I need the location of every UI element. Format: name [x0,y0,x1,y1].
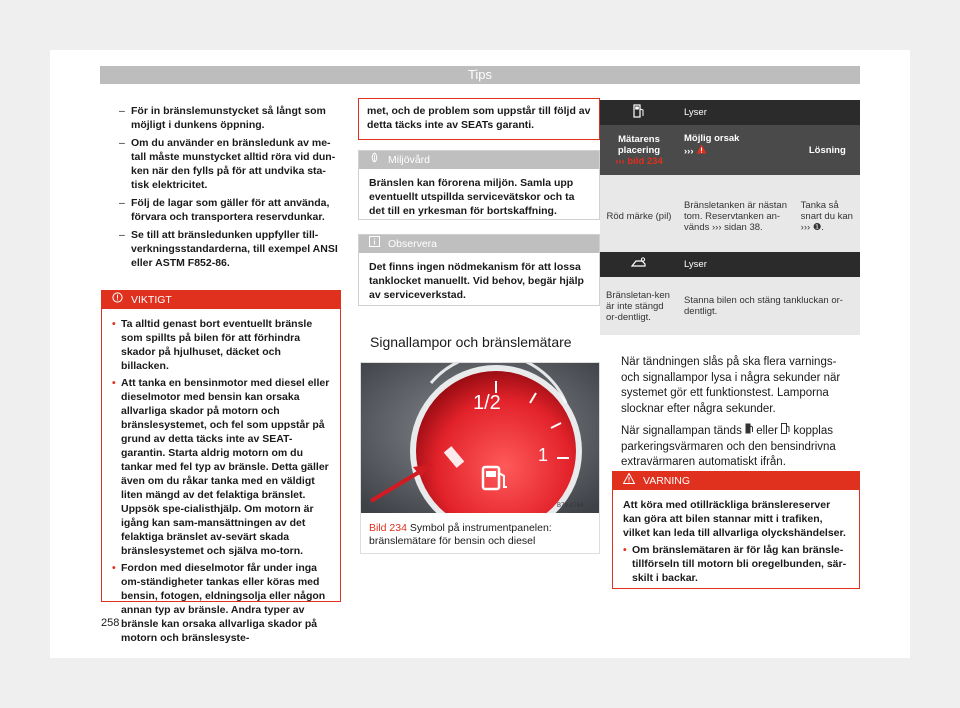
column-header: Mätarens placering ››› bild 234 [600,125,678,175]
varning-title: VARNING [643,475,691,487]
continued-text: met, och de problem som uppstår till följd av detta täcks inte av SEATs garanti. [367,105,591,131]
page-number: 258 [101,617,120,629]
list-item: • Om bränslemätaren är för låg kan bränsle-tillförseln till motorn bli oregelbunden, sär-skilt i backar. [623,544,847,584]
list-item: – Se till att bränsledunken uppfyller till-verkningsstandarderna, till exempel ANSI eller ASTM F852-86. [117,228,339,270]
dash-list [117,104,339,270]
body-text [621,355,851,471]
figure-code: B7V-0764 [557,503,584,509]
section-title: Signallampor och bränslemätare [370,334,572,350]
alert-icon [112,291,123,309]
list-item: – Följ de lagar som gäller för att använda, förvara och transportera reservdunkar. [117,196,339,224]
signal-table-2 [600,252,860,335]
fuel-cap-icon [631,261,647,272]
list-item: • Att tanka en bensinmotor med diesel eller dieselmotor med bensin kan orsaka allvarliga skador på motorn och bränslesystemet, och fel som uppstår på grund av detta täcks inte av SEAT-garantin. Starta aldrig motorn om du tankar med fel typ av bränsle. Detta gäller även om du råkar tanka med en väldigt liten mängd av det felaktiga bränslet. Uppsök spe-cialisthjälp. Om motorn är igång kan sam-mansättningen av det felaktiga bränslet av-sevärt skada bränslesystemet och själva mo-torn. [112,377,330,557]
viktigt-title: VIKTIGT [131,294,172,306]
column-header: Möjlig orsak ››› [678,125,795,175]
warning-triangle-icon [623,472,635,490]
page-header: Tips [100,66,860,84]
table-cell: Bränsletanken är nästan tom. Reservtanken an-vänds ››› sidan 38. [678,175,795,257]
list-item: – Om du använder en bränsledunk av me-tall måste munstycket alltid röra vid dun-ken när den fylls på för att undvika sta-tisk elektricitet. [117,136,339,192]
table-header-icon-cell [600,100,678,125]
fuel-gauge-image [361,363,599,513]
warning-triangle-icon [696,146,707,157]
continued-box [358,98,600,140]
list-item: – För in bränslemunstycket så långt som möjligt i dunkens öppning. [117,104,339,132]
table-header-icon-cell [600,252,678,277]
miljovard-box [358,150,600,220]
list-item: • Fordon med dieselmotor får under inga om-ständigheter tankas eller köras med bensin, fotogen, eldningsolja eller någon annan typ av bränsle. Andra typer av bränsle kan orsaka allvarliga skador på motorn och bränslesyste- [112,562,326,644]
table-header: Lyser [678,252,860,277]
fuel-pump-icon [745,425,753,437]
left-column [117,104,339,274]
gauge-full-label: 1 [538,445,549,465]
observera-title: Observera [388,238,438,250]
observera-header [359,235,599,253]
caption-label: Bild 234 [369,522,407,534]
miljovard-text: Bränslen kan förorena miljön. Samla upp eventuellt utspillda servicevätskor och ta det till en yrkesman för bortskaffning. [369,177,575,217]
table-header: Lyser [678,100,860,125]
viktigt-header [102,291,340,309]
varning-box [612,471,860,589]
fuel-pump-icon [633,110,645,121]
table-cell: Röd märke (pil) [600,175,678,257]
table-cell: Tanka så snart du kan ››› ❶. [795,175,860,257]
miljovard-title: Miljövård [388,154,431,166]
list-item: • Ta alltid genast bort eventuellt bränsle som spillts på bilen för att förhindra skador på hjulhuset, däcket och billacken. [112,318,313,372]
varning-body [613,490,859,596]
observera-text: Det finns ingen nödmekanism för att lossa tanklocket manuellt. Vid behov, begär hjälp av serviceverkstad. [369,261,584,301]
observera-box [358,234,600,306]
viktigt-body [102,309,340,656]
miljovard-header [359,151,599,169]
fuel-pump-outline-icon [781,425,790,437]
column-header: Lösning [795,125,860,175]
caption-text: Symbol på instrumentpanelen: bränslemätare för bensin och diesel [369,522,552,547]
varning-text: Att köra med otillräckliga bränslereserver kan göra att bilen stannar mitt i trafiken, vilket kan leda till allvarliga olyckshändelser. [623,499,846,539]
paragraph: När tändningen slås på ska flera varnings-och signallampor lysa i några sekunder när systemet gör ett funktionstest. Lamporna slocknar efter några sekunder. [621,356,841,415]
signal-table-1 [600,100,860,257]
table-cell: Bränsletan-ken är inte stängd or-dentligt. [600,277,678,335]
info-icon [369,235,380,253]
leaf-icon [369,151,380,169]
figure-caption [369,522,599,548]
gauge-half-label: 1/2 [473,392,501,414]
varning-header [613,472,859,490]
table-cell: Stanna bilen och stäng tankluckan or-dentligt. [678,277,860,335]
paragraph: När signallampan tänds eller kopplas parkeringsvärmaren och den bensindrivna extravärmaren automatiskt ifrån. [621,425,836,468]
